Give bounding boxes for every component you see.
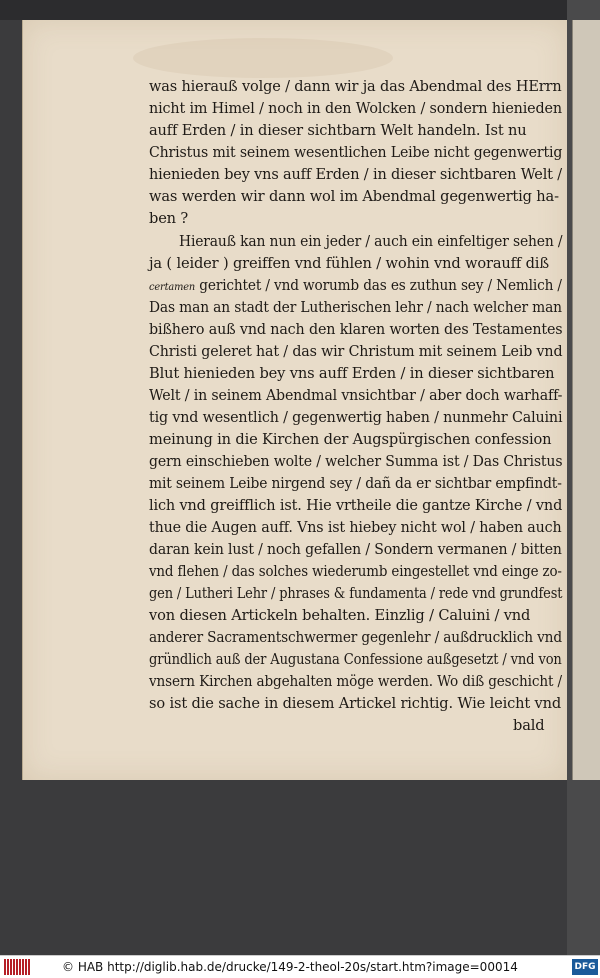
text-line: von diesen Artickeln behalten. Einzlig / Caluini / vnd [149, 607, 531, 624]
facing-page-edge [572, 20, 600, 780]
text-line [149, 275, 562, 297]
text-line: was hierauß volge / dann wir ja das Abendmal des HErrn [149, 78, 562, 95]
dfg-logo-icon: DFG [572, 959, 598, 975]
text-line: nicht im Himel / noch in den Wolcken / sondern hienieden [149, 100, 562, 117]
text-line: anderer Sacramentschwermer gegenlehr / außdrucklich vnd [149, 629, 562, 646]
catchword: bald [513, 717, 545, 734]
viewer-top-edge [0, 0, 600, 20]
text-line: mit seinem Leibe nirgend sey / dañ da er sichtbar empfindt- [149, 475, 562, 492]
text-line: so ist die sache in diesem Artickel richtig. Wie leicht vnd [149, 695, 562, 712]
text-line: vnd flehen / das solches wiederumb eingestellet vnd einge zo- [149, 563, 562, 580]
text-line: gründlich auß der Augustana Confessione außgesetzt / vnd von [149, 651, 562, 668]
text-line: Hierauß kan nun ein jeder / auch ein einfeltiger sehen / [179, 233, 563, 250]
viewer-footer [0, 955, 600, 978]
text-line: Welt / in seinem Abendmal vnsichtbar / aber doch warhaff- [149, 387, 563, 404]
page-stain [133, 38, 393, 78]
text-line: daran kein lust / noch gefallen / Sondern vermanen / bitten [149, 541, 562, 558]
text-line: auff Erden / in dieser sichtbarn Welt handeln. Ist nu [149, 122, 527, 139]
text-line: gen / Lutheri Lehr / phrases & fundamenta / rede vnd grundfest [149, 585, 563, 602]
line-text: gerichtet / vnd worumb das es zuthun sey / Nemlich / [199, 277, 562, 294]
text-line: gern einschieben wolte / welcher Summa ist / Das Christus [149, 453, 563, 470]
text-line: bißhero auß vnd nach den klaren worten des Testamentes [149, 321, 563, 338]
text-line: vnsern Kirchen abgehalten möge werden. Wo diß geschicht / [149, 673, 562, 690]
text-line: Christus mit seinem wesentlichen Leibe nicht gegenwertig [149, 144, 563, 161]
text-line: ben ? [149, 210, 189, 227]
text-line: was werden wir dann wol im Abendmal gegenwertig ha- [149, 188, 559, 205]
text-line: thue die Augen auff. Vns ist hiebey nicht wol / haben auch [149, 519, 562, 536]
text-line: Christi geleret hat / das wir Christum mit seinem Leib vnd [149, 343, 563, 360]
copyright-link[interactable]: © HAB http://diglib.hab.de/drucke/149-2-theol-20s/start.htm?image=00014 [62, 960, 518, 974]
text-line: tig vnd wesentlich / gegenwertig haben / nunmehr Caluini [149, 409, 563, 426]
hab-logo-icon [4, 959, 30, 975]
text-line: Das man an stadt der Lutherischen lehr / nach welcher man [149, 299, 562, 316]
text-line: Blut hienieden bey vns auff Erden / in dieser sichtbaren [149, 365, 555, 382]
scanned-page [22, 20, 567, 780]
text-line: hienieden bey vns auff Erden / in dieser sichtbaren Welt / [149, 166, 563, 183]
text-line: ja ( leider ) greiffen vnd fühlen / wohin vnd worauff diß [149, 255, 549, 272]
latin-term: certamen [149, 281, 196, 293]
text-line: meinung in die Kirchen der Augspürgischen confession [149, 431, 552, 448]
text-line: lich vnd greifflich ist. Hie vrtheile die gantze Kirche / vnd [149, 497, 563, 514]
